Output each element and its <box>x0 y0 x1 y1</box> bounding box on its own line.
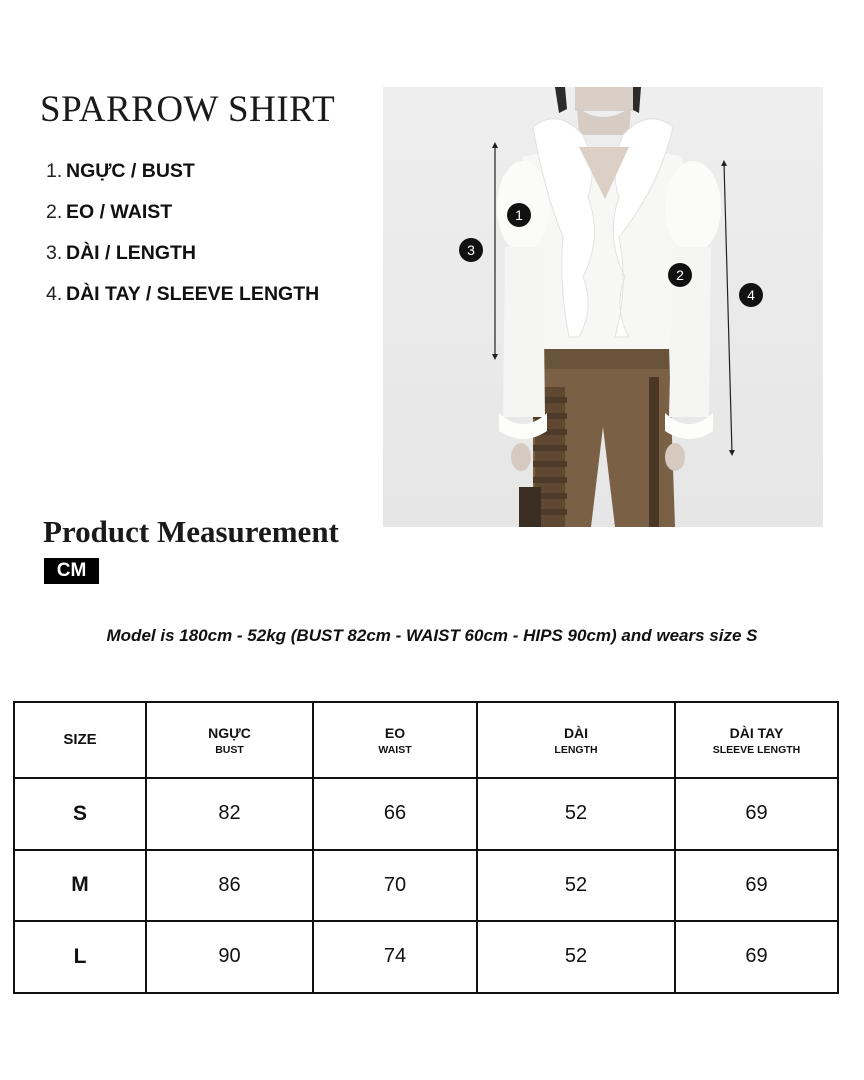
sleeve-length-marker <box>739 283 763 307</box>
product-title: SPARROW SHIRT <box>40 89 336 130</box>
header-sub-label: WAIST <box>378 743 412 756</box>
size-cell: S <box>14 778 146 850</box>
table-header-row <box>14 702 838 778</box>
legend-number: 4. <box>46 283 63 305</box>
size-cell: L <box>14 921 146 993</box>
legend-label: NGỰC / BUST <box>66 160 195 182</box>
legend-number: 1. <box>46 160 63 182</box>
legend-item-waist <box>46 201 319 242</box>
product-measurement-heading: Product Measurement <box>43 514 339 549</box>
model-photo <box>383 87 823 527</box>
legend-item-sleeve-length <box>46 283 319 324</box>
header-main-label: NGỰC <box>208 724 251 741</box>
sleeve-length-cell: 69 <box>675 921 838 993</box>
waist-marker <box>668 263 692 287</box>
waist-cell: 70 <box>313 850 477 922</box>
legend-number: 2. <box>46 201 63 223</box>
table-row <box>14 778 838 850</box>
header-main-label: DÀI TAY <box>729 724 784 741</box>
header-length <box>477 702 675 778</box>
length-cell: 52 <box>477 778 675 850</box>
size-chart-table <box>13 701 839 994</box>
waist-cell: 74 <box>313 921 477 993</box>
header-main-label: EO <box>384 724 406 741</box>
svg-text:1: 1 <box>515 207 523 223</box>
legend-label: EO / WAIST <box>66 201 173 223</box>
model-info-note: Model is 180cm - 52kg (BUST 82cm - WAIST 60cm - HIPS 90cm) and wears size S <box>106 626 758 645</box>
table-row <box>14 921 838 993</box>
legend-label: DÀI / LENGTH <box>66 242 196 264</box>
legend-item-bust <box>46 160 319 201</box>
waist-cell: 66 <box>313 778 477 850</box>
header-size <box>14 702 146 778</box>
header-bust <box>146 702 313 778</box>
legend-label: DÀI TAY / SLEEVE LENGTH <box>66 283 320 305</box>
bust-cell: 90 <box>146 921 313 993</box>
legend-item-length <box>46 242 319 283</box>
measurement-legend <box>46 160 319 324</box>
legend-number: 3. <box>46 242 63 264</box>
header-waist <box>313 702 477 778</box>
bust-marker <box>507 203 531 227</box>
unit-badge: CM <box>44 558 99 584</box>
bust-cell: 82 <box>146 778 313 850</box>
length-cell: 52 <box>477 921 675 993</box>
model-illustration <box>383 87 823 527</box>
bust-cell: 86 <box>146 850 313 922</box>
length-marker <box>459 238 483 262</box>
header-main-label: DÀI <box>563 724 589 741</box>
svg-text:2: 2 <box>676 267 684 283</box>
header-main-label: SIZE <box>63 731 97 748</box>
header-sub-label: BUST <box>215 743 244 756</box>
sleeve-length-cell: 69 <box>675 850 838 922</box>
table-row <box>14 850 838 922</box>
sleeve-length-cell: 69 <box>675 778 838 850</box>
header-sleeve-length <box>675 702 838 778</box>
header-sub-label: LENGTH <box>554 743 598 756</box>
svg-text:3: 3 <box>467 242 475 258</box>
header-sub-label: SLEEVE LENGTH <box>712 743 801 756</box>
svg-text:4: 4 <box>747 287 755 303</box>
length-cell: 52 <box>477 850 675 922</box>
size-cell: M <box>14 850 146 922</box>
